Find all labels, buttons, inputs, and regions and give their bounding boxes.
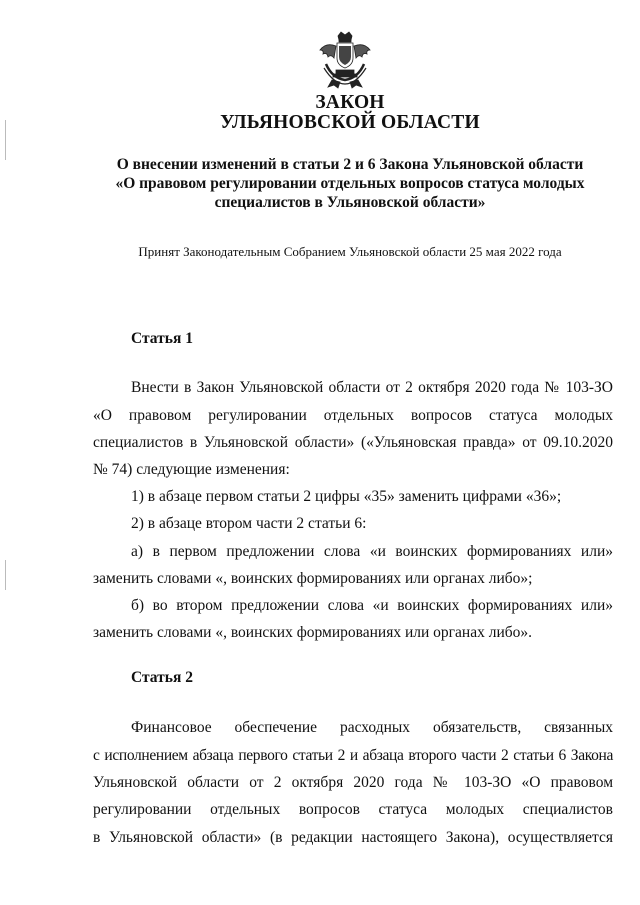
- list-item: б) во втором предложении слова «и воинских формированиях или»: [131, 597, 613, 614]
- article-heading: Статья 1: [131, 330, 193, 347]
- law-title: ЗАКОН: [315, 92, 385, 113]
- list-item: 2) в абзаце втором части 2 статьи 6:: [131, 515, 367, 532]
- paragraph-line: регулировании отдельных вопросов статуса молодых специалистов: [93, 801, 613, 818]
- law-subtitle-line: «О правовом регулировании отдельных вопросов статуса молодых: [115, 175, 585, 192]
- paragraph-line: № 74) следующие изменения:: [93, 461, 290, 478]
- adoption-note: Принят Законодательным Собранием Ульяновской области 25 мая 2022 года: [138, 244, 562, 259]
- paragraph-line: специалистов в Ульяновской области» («Ульяновская правда» от 09.10.2020: [93, 434, 613, 451]
- paragraph-line: заменить словами «, воинских формированиях или органах либо».: [93, 624, 532, 641]
- paragraph-line: Ульяновской области от 2 октября 2020 года № 103-ЗО «О правовом: [93, 774, 613, 791]
- paragraph-line: с исполнением абзаца первого статьи 2 и абзаца второго части 2 статьи 6 Закона: [93, 747, 613, 764]
- article-heading: Статья 2: [131, 669, 193, 686]
- paragraph-line: заменить словами «, воинских формированиях или органах либо»;: [93, 570, 533, 587]
- law-subtitle-line: специалистов в Ульяновской области»: [214, 194, 486, 211]
- paragraph-line: «О правовом регулировании отдельных вопросов статуса молодых: [93, 407, 613, 424]
- ulyanovsk-coat-of-arms-icon: [312, 30, 378, 90]
- scan-edge-mark: [5, 560, 6, 590]
- list-item: 1) в абзаце первом статьи 2 цифры «35» заменить цифрами «36»;: [131, 488, 562, 505]
- paragraph-line: Финансовое обеспечение расходных обязательств, связанных: [131, 719, 613, 736]
- law-region: УЛЬЯНОВСКОЙ ОБЛАСТИ: [220, 112, 480, 133]
- paragraph-line: в Ульяновской области» (в редакции настоящего Закона), осуществляется: [93, 829, 613, 846]
- law-subtitle-line: О внесении изменений в статьи 2 и 6 Закона Ульяновской области: [116, 156, 584, 173]
- paragraph-line: Внести в Закон Ульяновской области от 2 октября 2020 года № 103-ЗО: [131, 379, 613, 396]
- list-item: а) в первом предложении слова «и воинских формированиях или»: [131, 543, 613, 560]
